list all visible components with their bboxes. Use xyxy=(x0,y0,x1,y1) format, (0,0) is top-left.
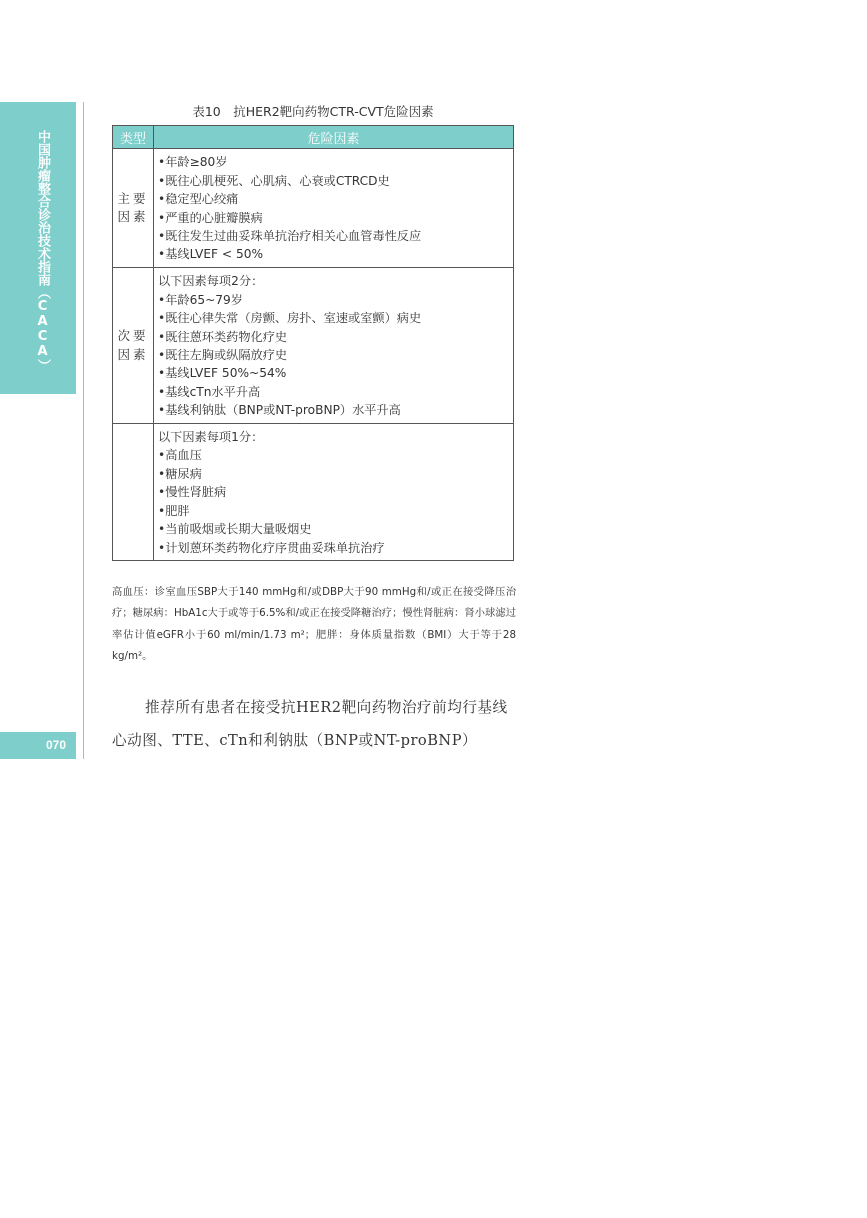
factor-item: •稳定型心绞痛 xyxy=(158,192,239,207)
row-type-major: 主要因素 xyxy=(113,149,154,268)
factor-item: 以下因素每项2分： xyxy=(158,274,264,289)
row-factors-other xyxy=(154,424,514,561)
factor-item: •基线LVEF < 50% xyxy=(158,247,264,262)
factor-item: •既往心肌梗死、心肌病、心衰或CTRCD史 xyxy=(158,173,390,188)
factor-item: •基线cTn水平升高 xyxy=(158,384,261,399)
factor-item: •年龄65~79岁 xyxy=(158,292,243,307)
factor-item: •糖尿病 xyxy=(158,466,202,481)
row-type-minor: 次要因素 xyxy=(113,268,154,424)
table-caption: 表10 抗HER2靶向药物CTR-CVT危险因素 xyxy=(192,104,434,119)
table-row xyxy=(113,424,514,561)
row-factors-major xyxy=(154,149,514,268)
factor-item: •当前吸烟或长期大量吸烟史 xyxy=(158,522,312,537)
table-row xyxy=(113,268,514,424)
margin-divider xyxy=(83,102,84,759)
factor-item: •严重的心脏瓣膜病 xyxy=(158,210,263,225)
factor-item: •既往蒽环类药物化疗史 xyxy=(158,329,288,344)
factor-item: •既往左胸或纵隔放疗史 xyxy=(158,348,288,362)
page-number-box xyxy=(0,732,76,759)
factor-item: •既往心律失常（房颤、房扑、室速或室颤）病史 xyxy=(158,311,422,326)
row-factors-minor xyxy=(154,268,514,424)
factor-item: •计划蒽环类药物化疗序贯曲妥珠单抗治疗 xyxy=(158,540,385,555)
sidebar-title: 中国肿瘤整合诊治技术指南（CACA） xyxy=(35,130,50,372)
factor-item: •慢性肾脏病 xyxy=(158,485,227,500)
factor-item: •既往发生过曲妥珠单抗治疗相关心血管毒性反应 xyxy=(158,228,422,243)
factor-item: •肥胖 xyxy=(158,503,190,518)
header-risk-factors: 危险因素 xyxy=(154,126,514,149)
factor-item: 以下因素每项1分： xyxy=(158,430,264,445)
risk-factor-table xyxy=(112,125,514,561)
table-footnote: 高血压：诊室血压SBP大于140 mmHg和/或DBP大于90 mmHg和/或正在接受降压治疗；糖尿病：HbA1c大于或等于6.5%和/或正在接受降糖治疗；慢性肾脏病：肾小球滤过率估计值eGFR小于60 ml/min/1.73 m²；肥胖：身体质量指数（BMI）大于等于28 kg/m²。 xyxy=(112,586,516,662)
page-number: 070 xyxy=(45,738,66,752)
factor-item: •基线LVEF 50%~54% xyxy=(158,366,287,381)
body-paragraph: 推荐所有患者在接受抗HER2靶向药物治疗前均行基线心动图、TTE、cTn和利钠肽（BNP或NT-proBNP） xyxy=(112,699,508,749)
table-row xyxy=(113,149,514,268)
factor-item: •年龄≥80岁 xyxy=(158,155,228,170)
factor-item: •高血压 xyxy=(158,448,202,463)
row-type-blank xyxy=(113,424,154,561)
factor-item: •基线利钠肽（BNP或NT-proBNP）水平升高 xyxy=(158,403,401,418)
table-header-row xyxy=(113,126,514,149)
header-type: 类型 xyxy=(113,126,154,149)
